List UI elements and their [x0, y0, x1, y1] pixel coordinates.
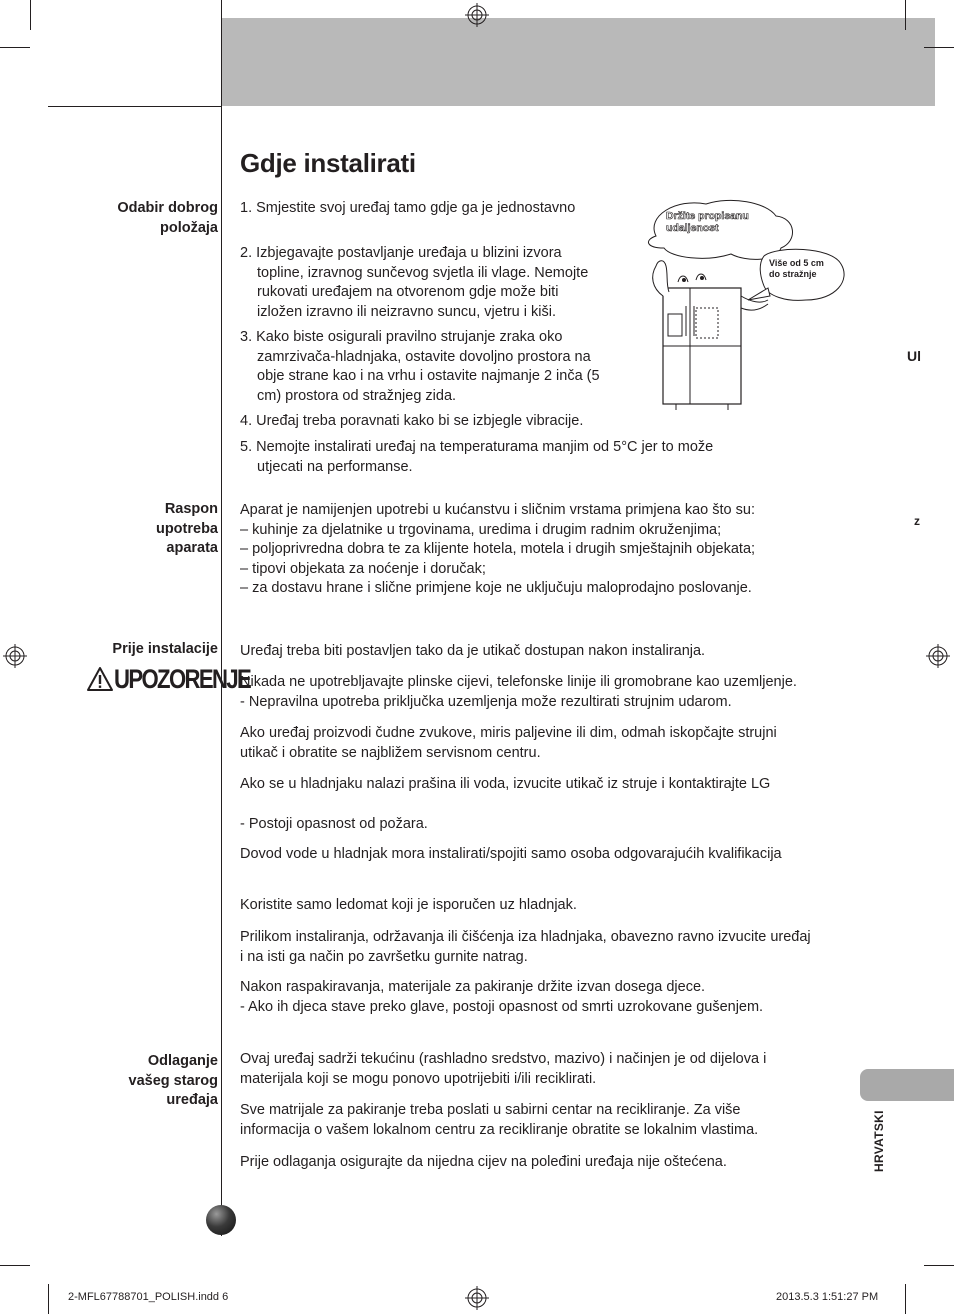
- list-item-text: obje strane kao i na vrhu i ostavite najmanje 2 inča (5: [257, 368, 600, 384]
- section-label-line: uređaja: [166, 1092, 218, 1108]
- section-label-line: položaja: [159, 219, 218, 236]
- language-label-text: HRVATSKI: [872, 1110, 886, 1172]
- language-tab: [860, 1069, 954, 1101]
- bubble-note-line: do stražnje: [769, 269, 817, 279]
- paragraph-line: Nakon raspakiravanja, materijale za pakiranje držite izvan dosega djece.: [240, 979, 706, 995]
- registration-mark-icon: [465, 1286, 489, 1310]
- header-band: [222, 18, 935, 106]
- usage-line: – za dostavu hrane i slične primjene koje ne uključuju maloprodajno poslovanje.: [240, 580, 752, 596]
- edge-text: z: [914, 514, 920, 528]
- list-item: [240, 328, 600, 406]
- paragraph-line: i na isti ga način po završetku gurnite natrag.: [240, 948, 528, 965]
- paragraph: [240, 928, 811, 967]
- list-item: [240, 244, 588, 322]
- section-label-line: Odabir dobrog: [117, 200, 218, 216]
- crop-mark: [905, 0, 906, 30]
- left-column-rule: [221, 0, 222, 1236]
- section-label-before-install: Prije instalacije: [112, 641, 218, 657]
- refrigerator-illustration: [636, 196, 846, 412]
- list-item-text: rukovati uređajem na otvorenom gdje može biti: [257, 284, 559, 300]
- crop-mark: [905, 1284, 906, 1314]
- crop-mark: [30, 0, 31, 30]
- list-item-text: 4. Uređaj treba poravnati kako bi se izbjegle vibracije.: [240, 413, 584, 429]
- section-label-usage: [156, 500, 218, 559]
- language-label: [872, 1112, 892, 1172]
- paragraph-line: - Ako ih djeca stave preko glave, postoji opasnost od smrti uzrokovane gušenjem.: [240, 998, 764, 1015]
- usage-line: – poljoprivredna dobra te za klijente hotela, motela i drugih smještajnih objekata;: [240, 541, 756, 557]
- usage-line: – kuhinje za djelatnike u trgovinama, uredima i drugim radnim okruženjima;: [240, 521, 722, 538]
- section-label-line: Odlaganje: [147, 1053, 218, 1069]
- section-label-line: aparata: [166, 540, 218, 556]
- crop-mark: [0, 47, 30, 48]
- paragraph-line: informacija o vašem lokalnom centru za recikliranje obratite se lokalnim vlastima.: [240, 1121, 759, 1138]
- paragraph: Ako se u hladnjaku nalazi prašina ili voda, izvucite utikač iz struje i kontaktirajte LG: [240, 776, 771, 792]
- warning-label: UPOZORENJE: [114, 663, 251, 694]
- list-item-text: topline, izravnog sunčevog svjetla ili vlage. Nemojte: [257, 264, 589, 281]
- list-item-text: 5. Nemojte instalirati uređaj na temperaturama manjim od 5°C jer to može: [240, 439, 714, 455]
- paragraph: Uređaj treba biti postavljen tako da je utikač dostupan nakon instaliranja.: [240, 643, 706, 659]
- crop-mark: [924, 47, 954, 48]
- bubble-note-line: Više od 5 cm: [769, 258, 824, 268]
- section-label-disposal: [129, 1052, 218, 1111]
- list-item-text: izložen izravno ili neizravno suncu, vjetru i kiši.: [257, 303, 556, 320]
- usage-paragraph: [240, 501, 755, 599]
- paragraph: [240, 724, 777, 763]
- page-title: Gdje instalirati: [240, 148, 416, 178]
- page-marker-icon: [206, 1205, 236, 1235]
- paragraph: Dovod vode u hladnjak mora instalirati/spojiti samo osoba odgovarajućih kvalifikacija: [240, 846, 782, 862]
- footer-file-name: 2-MFL67788701_POLISH.indd 6: [68, 1291, 229, 1303]
- list-item: [240, 412, 583, 432]
- bubble-note: [769, 258, 824, 280]
- crop-mark: [48, 1284, 49, 1314]
- section-label-line: upotreba: [155, 520, 218, 537]
- paragraph: [240, 978, 763, 1017]
- usage-line: Aparat je namijenjen upotrebi u kućanstvu i sličnim vrstama primjena kao što su:: [240, 502, 755, 518]
- paragraph: Koristite samo ledomat koji je isporučen uz hladnjak.: [240, 897, 577, 913]
- paragraph-line: Ovaj uređaj sadrži tekućinu (rashladno sredstvo, mazivo) i načinjen je od dijelova i: [240, 1051, 767, 1067]
- list-item-text: utjecati na performanse.: [257, 458, 413, 475]
- paragraph-line: materijala koji se mogu ponovo upotrijebiti i/ili reciklirati.: [240, 1070, 597, 1087]
- list-item-text: 1. Smjestite svoj uređaj tamo gdje ga je jednostavno: [240, 200, 576, 216]
- paragraph-line: - Nepravilna upotreba priključka uzemljenja može rezultirati strujnim udarom.: [240, 693, 732, 710]
- section-label-placement: [117, 199, 218, 238]
- header-rule: [48, 106, 222, 107]
- section-label-line: Raspon: [164, 501, 218, 517]
- paragraph-line: Ako uređaj proizvodi čudne zvukove, miris paljevine ili dim, odmah iskopčajte strujni: [240, 725, 777, 741]
- paragraph-line: Sve matrijale za pakiranje treba poslati u sabirni centar na recikliranje. Za više: [240, 1102, 741, 1118]
- list-item-text: 3. Kako biste osigurali pravilno strujanje zraka oko: [240, 329, 563, 345]
- registration-mark-icon: [465, 3, 489, 27]
- list-item-text: 2. Izbjegavajte postavljanje uređaja u blizini izvora: [240, 245, 562, 261]
- edge-text: Ul: [907, 348, 921, 364]
- section-label-line: vašeg starog: [128, 1072, 218, 1089]
- registration-mark-icon: [926, 644, 950, 668]
- usage-line: – tipovi objekata za noćenje i doručak;: [240, 560, 486, 577]
- list-item-text: zamrzivača-hladnjaka, ostavite dovoljno prostora na: [257, 348, 591, 365]
- crop-mark: [0, 1265, 30, 1266]
- paragraph: [240, 1050, 766, 1089]
- paragraph: Prije odlaganja osigurajte da nijedna cijev na poleđini uređaja nije oštećena.: [240, 1154, 727, 1170]
- paragraph-line: Nikada ne upotrebljavajte plinske cijevi, telefonske linije ili gromobrane kao uzemljenje.: [240, 674, 797, 690]
- paragraph-line: utikač i obratite se najbližem servisnom centru.: [240, 744, 541, 761]
- registration-mark-icon: [3, 644, 27, 668]
- paragraph: [240, 1101, 758, 1140]
- list-item: [240, 199, 575, 219]
- warning-triangle-icon: [86, 666, 114, 692]
- list-item-text: cm) prostora od stražnjeg zida.: [257, 387, 457, 404]
- bubble-title: Držite propisanu udaljenost: [666, 210, 749, 234]
- list-item: [240, 438, 713, 477]
- paragraph: [240, 673, 797, 712]
- paragraph: - Postoji opasnost od požara.: [240, 816, 428, 832]
- paragraph-line: Prilikom instaliranja, održavanja ili čišćenja iza hladnjaka, obavezno ravno izvucite uređaj: [240, 929, 811, 945]
- footer-timestamp: 2013.5.3 1:51:27 PM: [776, 1291, 879, 1303]
- crop-mark: [924, 1265, 954, 1266]
